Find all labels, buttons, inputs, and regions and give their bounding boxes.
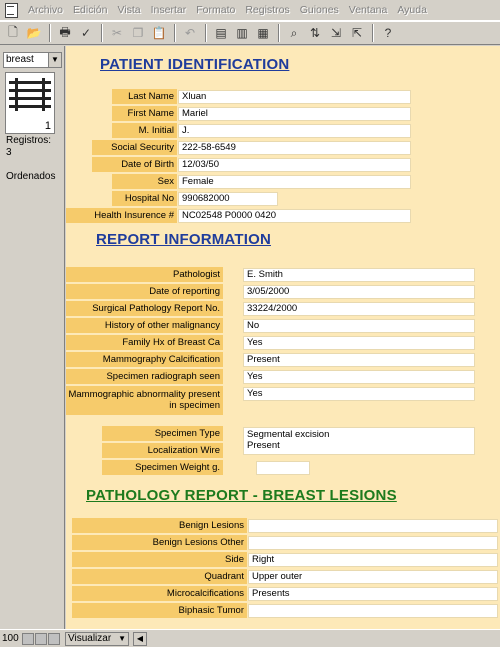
field-specimen-radiograph[interactable]: Yes [243,370,475,384]
field-family-hx[interactable]: Yes [243,336,475,350]
menu-bar [0,0,500,21]
label-benign-lesions: Benign Lesions [72,518,247,534]
zoom-in-icon[interactable] [35,633,47,645]
label-health-insurance: Health Insurence # [66,208,177,224]
copy-icon[interactable]: ❐ [132,26,144,40]
layout-select[interactable] [3,52,62,68]
find-icon[interactable]: ⌕ [290,25,298,40]
label-family-hx: Family Hx of Breast Ca [66,335,223,351]
menu-archivo[interactable]: Archivo [28,4,64,16]
sort-icon[interactable]: ⇅ [309,26,321,40]
open-icon[interactable]: 📂 [26,26,42,40]
records-count: 3 [6,147,12,158]
field-specimen-weight[interactable] [256,461,310,475]
field-first-name[interactable]: Mariel [178,107,411,121]
section-title-report: REPORT INFORMATION [96,231,271,248]
field-social-security[interactable]: 222-58-6549 [178,141,411,155]
field-surgical-report-no[interactable]: 33224/2000 [243,302,475,316]
label-history-malignancy: History of other malignancy [66,318,223,334]
toolbar [0,21,500,45]
section-title-pathology: PATHOLOGY REPORT - BREAST LESIONS [86,487,397,504]
label-social-security: Social Security [92,140,177,156]
toolbar-separator [174,24,176,42]
layout-content [66,46,500,629]
label-middle-initial: M. Initial [112,123,177,139]
localization-wire-value: Present [247,440,280,451]
field-history-malignancy[interactable]: No [243,319,475,333]
label-localization-wire: Localization Wire [102,443,223,459]
label-side: Side [72,552,247,568]
label-hospital-no: Hospital No [112,191,177,207]
label-specimen-weight: Specimen Weight g. [102,460,223,476]
label-benign-lesions-other: Benign Lesions Other [72,535,247,551]
field-date-of-birth[interactable]: 12/03/50 [178,158,411,172]
field-side[interactable]: Right [248,553,498,567]
label-biphasic-tumor: Biphasic Tumor [72,603,247,619]
label-surgical-report-no: Surgical Pathology Report No. [66,301,223,317]
cut-icon[interactable]: ✂ [111,26,123,40]
label-specimen-radiograph: Specimen radiograph seen [66,369,223,385]
zoom-out-icon[interactable] [22,633,34,645]
scroll-left-button[interactable]: ◀ [133,632,147,646]
toolbar-separator [101,24,103,42]
toolbar-separator [278,24,280,42]
help-icon[interactable]: ? [384,26,392,40]
field-last-name[interactable]: Xluan [178,90,411,104]
field-sex[interactable]: Female [178,175,411,189]
paste-icon[interactable]: 📋 [151,26,167,40]
field-middle-initial[interactable]: J. [178,124,411,138]
toolbar-separator [49,24,51,42]
page-number: 1 [44,120,51,132]
field-mammography-calcification[interactable]: Present [243,353,475,367]
label-quadrant: Quadrant [72,569,247,585]
field-benign-lesions-other[interactable] [248,536,498,550]
specimen-type-value: Segmental excision [247,429,330,440]
new-icon[interactable]: 🗋 [8,24,18,39]
label-specimen-type: Specimen Type [102,426,223,442]
field-pathologist[interactable]: E. Smith [243,268,475,282]
menu-edicion[interactable]: Edición [73,4,108,16]
menu-insertar[interactable]: Insertar [150,4,187,16]
export-icon[interactable]: ⇱ [351,26,363,40]
field-hospital-no[interactable]: 990682000 [178,192,278,206]
field-quadrant[interactable]: Upper outer [248,570,498,584]
duplicate-record-icon[interactable]: ▥ [236,26,248,40]
menu-ventana[interactable]: Ventana [348,4,388,16]
section-title-patient: PATIENT IDENTIFICATION [100,56,290,73]
label-microcalcifications: Microcalcifications [72,586,247,602]
menu-guiones[interactable]: Guiones [299,4,339,16]
status-area-toggle-icon[interactable] [48,633,60,645]
book-rings [9,81,51,113]
status-area [0,46,65,629]
menu-ayuda[interactable]: Ayuda [397,4,427,16]
records-label: Registros: [6,135,52,146]
menu-registros[interactable]: Registros [245,4,290,16]
label-pathologist: Pathologist [66,267,223,283]
menu-formato[interactable]: Formato [196,4,236,16]
field-date-of-reporting[interactable]: 3/05/2000 [243,285,475,299]
chevron-down-icon: ▼ [118,633,126,643]
app-icon[interactable] [3,2,19,18]
toolbar-separator [372,24,374,42]
label-mammography-calcification: Mammography Calcification [66,352,223,368]
spell-check-icon[interactable]: ✓ [80,26,92,40]
bottom-bar [0,629,500,647]
mode-select[interactable] [65,632,129,646]
field-biphasic-tumor[interactable] [248,604,498,618]
label-last-name: Last Name [112,89,177,105]
sort-status: Ordenados [6,171,56,182]
menu-vista[interactable]: Vista [117,4,141,16]
field-mammographic-abnormality[interactable]: Yes [243,387,475,401]
layout-select-value: breast [6,54,34,65]
undo-icon[interactable]: ↶ [184,26,196,40]
import-icon[interactable]: ⇲ [330,26,342,40]
field-specimen-type[interactable] [243,427,475,455]
toolbar-separator [205,24,207,42]
mode-select-value: Visualizar [68,632,112,644]
label-date-of-birth: Date of Birth [92,157,177,173]
delete-record-icon[interactable]: ▦ [257,26,269,40]
zoom-level: 100 [2,633,19,644]
label-first-name: First Name [112,106,177,122]
field-health-insurance[interactable]: NC02548 P0000 0420 [178,209,411,223]
print-icon[interactable]: 🖶 [59,24,71,39]
new-record-icon[interactable]: ▤ [215,26,227,40]
label-sex: Sex [112,174,177,190]
field-microcalcifications[interactable]: Presents [248,587,498,601]
chevron-down-icon[interactable]: ▼ [48,53,61,67]
label-mammographic-abnormality: Mammographic abnormality present in specimen [66,386,223,416]
field-benign-lesions[interactable] [248,519,498,533]
label-date-of-reporting: Date of reporting [66,284,223,300]
record-book-icon[interactable] [5,72,55,134]
